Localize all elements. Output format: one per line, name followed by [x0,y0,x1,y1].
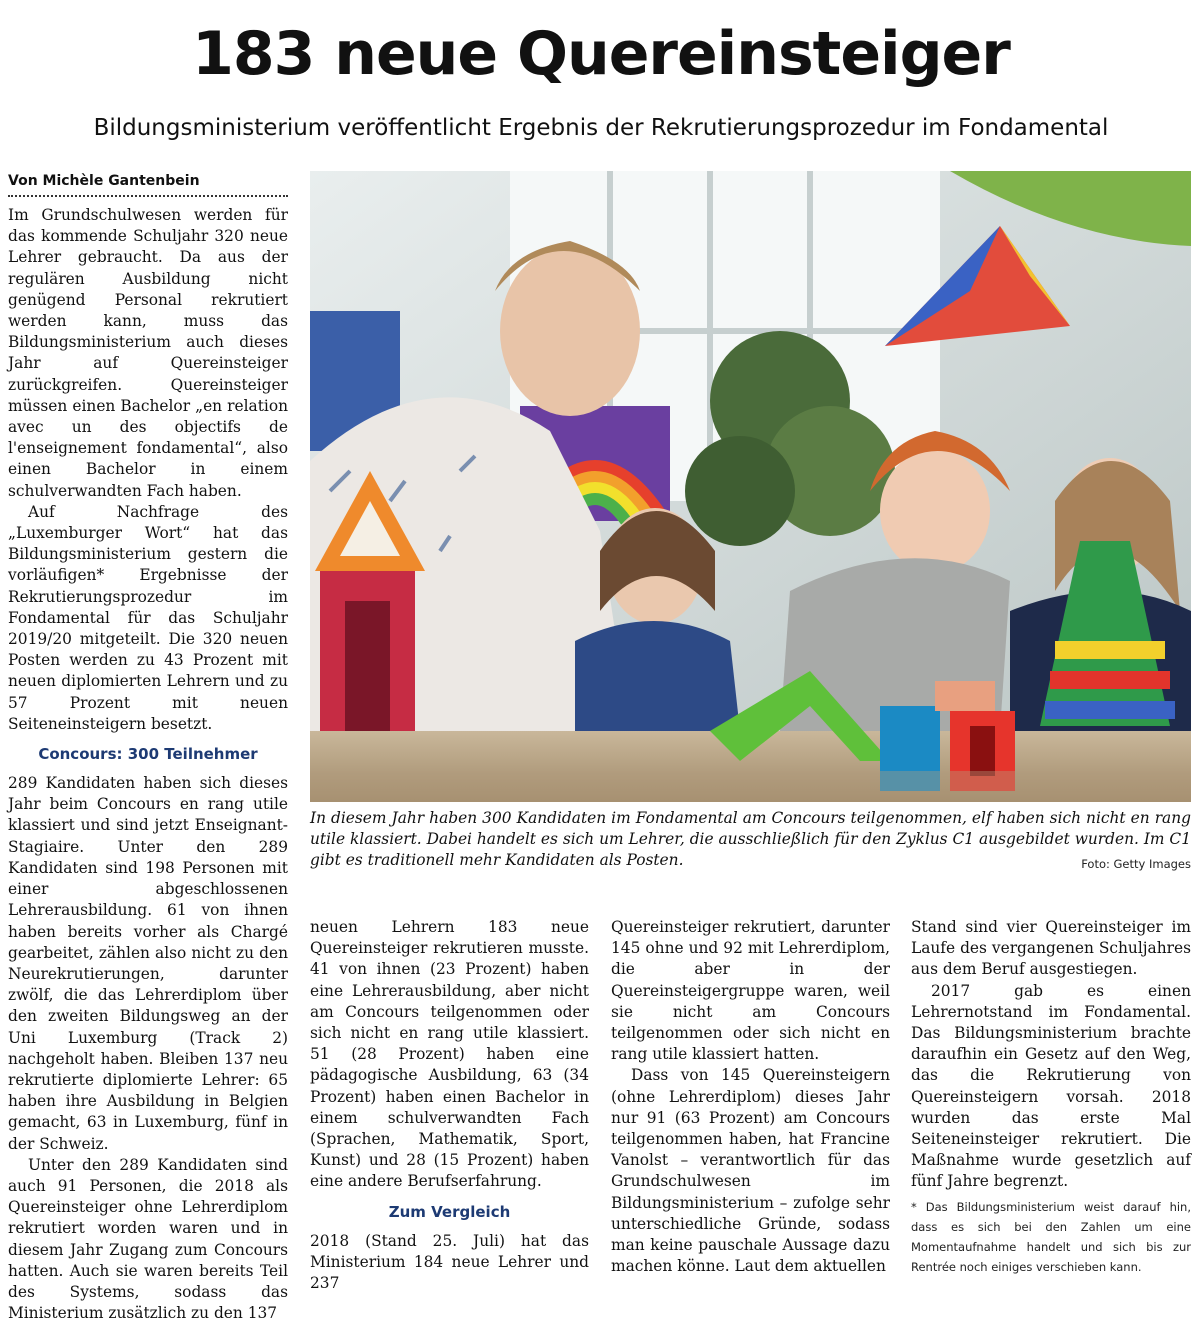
paragraph: Auf Nachfrage des „Luxemburger Wort“ hat das Bildungsministerium gestern die vorläufigen* Ergebnisse der Rekrutierungsprozedur im Fondamental für das Schuljahr 2019/20 mitgeteilt. Die 320 neuen Posten werden zu 43 Prozent mit neuen diplomierten Lehrern und zu 57 Prozent mit neuen Seiteneinsteigern besetzt. [8,502,288,733]
paragraph: 2017 gab es einen Lehrernotstand im Fondamental. Das Bildungsministerium brachte daraufhin ein Gesetz auf den Weg, das die Rekrutierung von Quereinsteigern vorsah. 2018 wurden das erste Mal Seiteneinsteiger rekrutiert. Die Maßnahme wurde gesetzlich auf fünf Jahre begrenzt. [911,981,1191,1191]
article-column-4 [911,917,1191,1193]
paragraph: 2018 (Stand 25. Juli) hat das Ministerium 184 neue Lehrer und 237 [310,1231,589,1293]
paragraph: neuen Lehrern 183 neue Quereinsteiger rekrutieren musste. 41 von ihnen (23 Prozent) haben eine Lehrerausbildung, aber nicht am Concours teilgenommen oder sich nicht en rang utile klassiert. 51 (28 Prozent) haben eine pädagogische Ausbildung, 63 (34 Prozent) haben einen Bachelor in einem schulverwandten Fach (Sprachen, Mathematik, Sport, Kunst) und 28 (15 Prozent) haben eine andere Berufserfahrung. [310,918,589,1191]
photo-caption: In diesem Jahr haben 300 Kandidaten im Fondamental am Concours teilgenommen, elf haben sich nicht en rang utile klassiert. Dabei handelt es sich um Lehrer, die ausschließlich für den Zyklus C1 ausgebildet wurden. Im C1 gibt es traditionell mehr Kandidaten als Posten. [310,809,1191,869]
paragraph: Quereinsteiger rekrutiert, darunter 145 ohne und 92 mit Lehrerdiplom, die aber in der Quereinsteigergruppe waren, weil sie nicht am Concours teilgenommen oder sich nicht en rang utile klassiert hatten. [611,918,890,1064]
paragraph: Unter den 289 Kandidaten sind auch 91 Personen, die 2018 als Quereinsteiger ohne Lehrerdiplom rekrutiert worden waren und in diesem Jahr Zugang zum Concours hatten. Auch sie waren bereits Teil des Systems, sodass das Ministerium zusätzlich zu den 137 [8,1155,288,1323]
classroom-photo-illustration [310,171,1191,802]
headline: 183 neue Quereinsteiger [192,19,1010,89]
paragraph: 289 Kandidaten haben sich dieses Jahr beim Concours en rang utile klassiert und sind jetzt Enseignant-Stagiaire. Unter den 289 Kandidaten sind 198 Personen mit einer abgeschlossenen Lehrerausbildung. 61 von ihnen haben bereits vorher als Chargé gearbeitet, zählen also nicht zu den Neurekrutierungen, darunter zwölf, die das Lehrerdiplom über den zweiten Bildungsweg an der Uni Luxemburg (Track 2) nachgeholt haben. Bleiben 137 neu rekrutierte diplomierte Lehrer: 65 haben ihre Ausbildung in Belgien gemacht, 63 in Luxemburg, fünf in der Schweiz. [8,774,288,1153]
article-column-3 [611,917,890,1277]
photo-credit: Foto: Getty Images [1081,857,1191,871]
paragraph: Im Grundschulwesen werden für das kommende Schuljahr 320 neue Lehrer gebraucht. Da aus der regulären Ausbildung nicht genügend Personal rekrutiert werden kann, muss das Bildungsministerium auch dieses Jahr auf Quereinsteiger zurückgreifen. Quereinsteiger müssen einen Bachelor „en relation avec un des objectifs de l'enseignement fondamental“, also einen Bachelor in einem schulverwandten Fach haben. [8,206,288,500]
section-subhead: Zum Vergleich [388,1202,511,1221]
paragraph: Stand sind vier Quereinsteiger im Laufe des vergangenen Schuljahres aus dem Beruf ausgestiegen. [911,918,1191,979]
paragraph: Dass von 145 Quereinsteigern (ohne Lehrerdiplom) dieses Jahr nur 91 (63 Prozent) am Concours teilgenommen haben, hat Francine Vanolst – verantwortlich für das Grundschulwesen im Bildungsministerium – zufolge sehr unterschiedliche Gründe, sodass man keine pauschale Aussage dazu machen könne. Laut dem aktuellen [611,1066,890,1276]
section-subhead: Concours: 300 Teilnehmer [38,745,258,764]
article-column-2 [310,917,589,1294]
article-column-1 [8,170,288,1324]
subheadline: Bildungsministerium veröffentlicht Ergebnis der Rekrutierungsprozedur im Fondamental [93,115,1109,141]
byline: Von Michèle Gantenbein [8,170,288,197]
footnote: * Das Bildungsministerium weist darauf hin, dass es sich bei den Zahlen um eine Momentaufnahme handelt und sich bis zur Rentrée noch einiges verschieben kann. [911,1200,1191,1274]
article-photo [310,171,1191,802]
